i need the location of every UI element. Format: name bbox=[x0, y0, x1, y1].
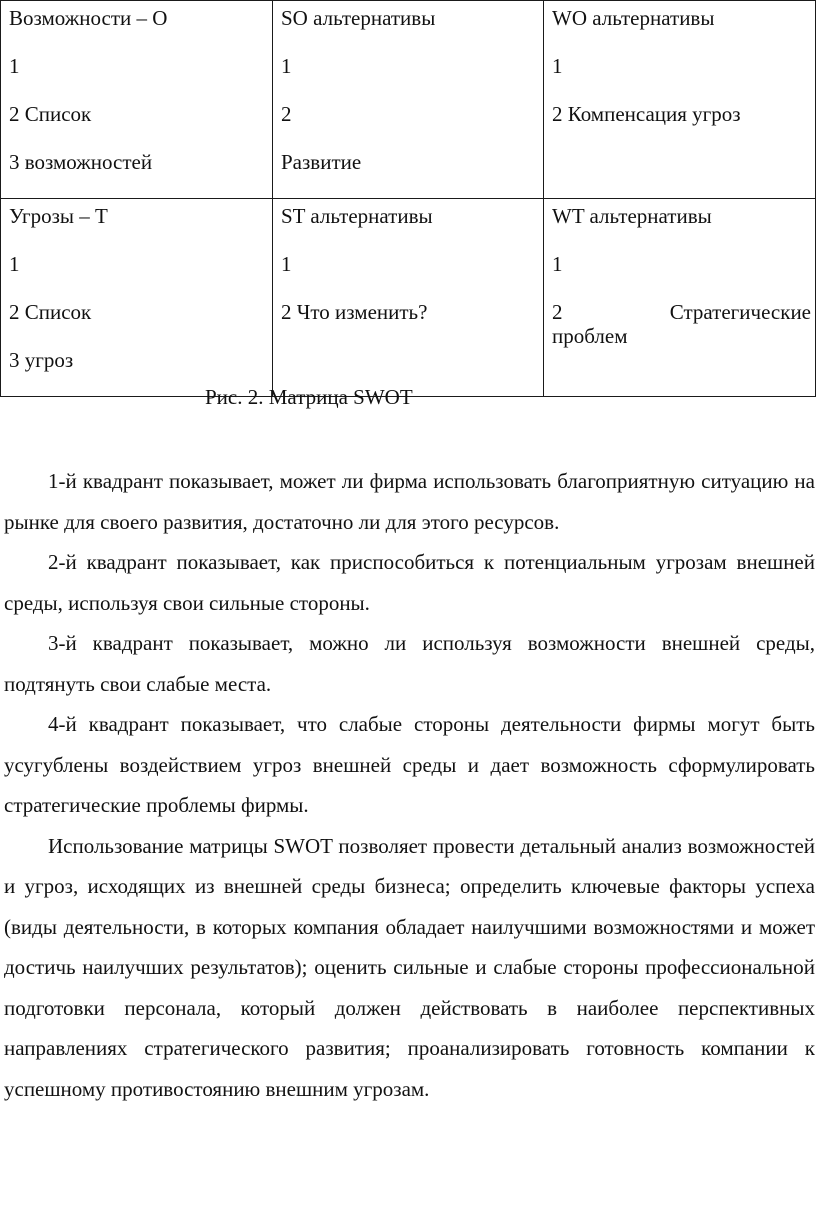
cell-line: 1 bbox=[9, 252, 20, 276]
swot-matrix-table bbox=[0, 0, 816, 397]
figure-caption: Рис. 2. Матрица SWOT bbox=[205, 385, 413, 409]
cell-line: 2 Что изменить? bbox=[281, 300, 428, 324]
paragraph: Использование матрицы SWOT позволяет провести детальный анализ возможностей и угроз, исходящих из внешней среды бизнеса; определить ключевые факторы успеха (виды деятельности, в которых компания обладает наилучшими возможностями и может достичь наилучших результатов); оценить сильные и слабые стороны профессиональной подготовки персонала, который должен действовать в наиболее перспективных направлениях стратегического развития; проанализировать готовность компании к успешному противостоянию внешним угрозам. bbox=[4, 833, 815, 1101]
cell-header: ST альтернативы bbox=[281, 204, 433, 228]
cell-threats bbox=[1, 199, 273, 397]
cell-line: Развитие bbox=[281, 150, 362, 174]
paragraph: 3-й квадрант показывает, можно ли используя возможности внешней среды, подтянуть свои слабые места. bbox=[4, 631, 815, 696]
cell-header: Возможности – О bbox=[9, 6, 168, 30]
cell-header: WO альтернативы bbox=[552, 6, 715, 30]
cell-st-alternatives bbox=[273, 199, 544, 397]
cell-line-word: Стратегические bbox=[669, 300, 811, 324]
cell-line: 1 bbox=[552, 54, 563, 78]
cell-wt-alternatives bbox=[544, 199, 816, 397]
cell-opportunities bbox=[1, 1, 273, 199]
cell-line: 3 возможностей bbox=[9, 150, 153, 174]
cell-line-justified bbox=[552, 300, 811, 324]
cell-line: 1 bbox=[552, 252, 563, 276]
cell-line: 1 bbox=[9, 54, 20, 78]
paragraph: 4-й квадрант показывает, что слабые стороны деятельности фирмы могут быть усугублены воздействием угроз внешней среды и дает возможность сформулировать стратегические проблемы фирмы. bbox=[4, 712, 815, 817]
paragraph: 2-й квадрант показывает, как приспособиться к потенциальным угрозам внешней среды, используя свои сильные стороны. bbox=[4, 550, 815, 615]
cell-line: 2 bbox=[281, 102, 292, 126]
cell-line: 1 bbox=[281, 54, 292, 78]
cell-line-number: 2 bbox=[552, 300, 563, 324]
cell-line: 2 Список bbox=[9, 102, 92, 126]
swot-row-opportunities bbox=[1, 1, 816, 199]
swot-row-threats bbox=[1, 199, 816, 397]
cell-header: SO альтернативы bbox=[281, 6, 436, 30]
cell-line: 3 угроз bbox=[9, 348, 74, 372]
cell-line: 2 Компенсация угроз bbox=[552, 102, 741, 126]
cell-wo-alternatives bbox=[544, 1, 816, 199]
cell-header: Угрозы – Т bbox=[9, 204, 108, 228]
cell-header: WT альтернативы bbox=[552, 204, 712, 228]
cell-so-alternatives bbox=[273, 1, 544, 199]
paragraph: 1-й квадрант показывает, может ли фирма использовать благоприятную ситуацию на рынке для своего развития, достаточно ли для этого ресурсов. bbox=[4, 469, 815, 534]
body-text bbox=[4, 461, 815, 1109]
cell-line-continuation: проблем bbox=[552, 324, 628, 348]
cell-line: 2 Список bbox=[9, 300, 92, 324]
cell-line: 1 bbox=[281, 252, 292, 276]
